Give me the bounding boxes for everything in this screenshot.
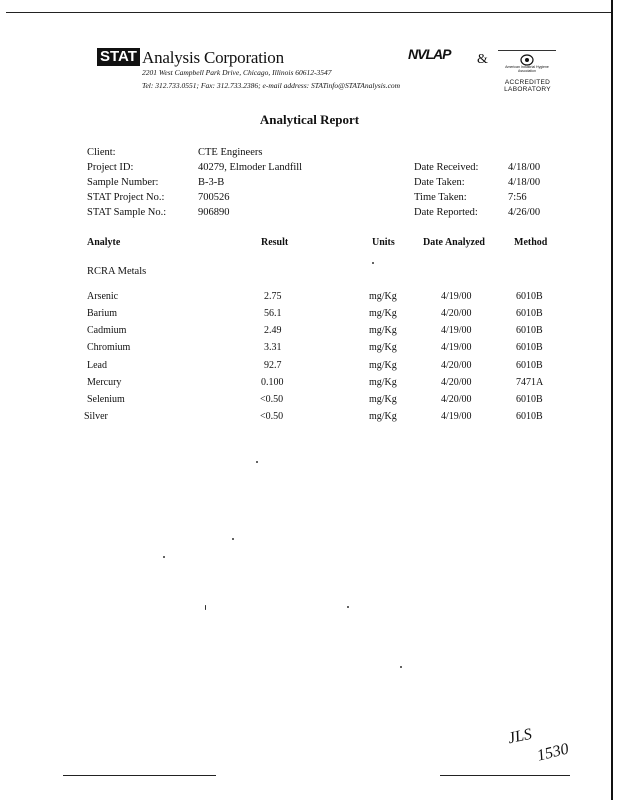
result-cell: 3.31 (264, 342, 282, 353)
date-received-label: Date Received: (414, 162, 479, 173)
scan-speck (232, 538, 234, 540)
analyte-cell: Chromium (87, 342, 131, 353)
units-cell: mg/Kg (369, 308, 397, 319)
time-taken-label: Time Taken: (414, 192, 467, 203)
sample-number-value: B-3-B (198, 177, 225, 188)
date-taken-label: Date Taken: (414, 177, 465, 188)
analyte-cell: Mercury (87, 377, 122, 388)
result-cell: 2.49 (264, 325, 282, 336)
date-cell: 4/20/00 (441, 377, 472, 388)
method-cell: 7471A (516, 377, 544, 388)
date-cell: 4/19/00 (441, 342, 472, 353)
scan-speck (256, 461, 258, 463)
method-cell: 6010B (516, 411, 543, 422)
col-header-units: Units (372, 237, 395, 248)
client-label: Client: (87, 147, 116, 158)
scan-speck (163, 556, 165, 558)
report-title: Analytical Report (259, 112, 360, 127)
date-cell: 4/19/00 (441, 411, 472, 422)
col-header-result: Result (261, 237, 289, 248)
handwritten-initials: JLS (506, 725, 534, 748)
aiha-text: American Industrial Hygiene Association (505, 65, 549, 73)
analyte-cell: Arsenic (87, 291, 119, 302)
method-cell: 6010B (516, 394, 543, 405)
units-cell: mg/Kg (369, 394, 397, 405)
signature-line-right (440, 775, 570, 776)
sample-number-label: Sample Number: (87, 177, 159, 188)
scan-speck (205, 605, 206, 610)
stat-project-label: STAT Project No.: (87, 192, 165, 203)
result-cell: 56.1 (264, 308, 282, 319)
nvlap-logo: NVLAP (408, 46, 451, 62)
units-cell: mg/Kg (369, 360, 397, 371)
date-cell: 4/20/00 (441, 308, 472, 319)
analyte-cell: Lead (87, 360, 107, 371)
col-header-method: Method (514, 237, 548, 248)
method-cell: 6010B (516, 325, 543, 336)
result-cell: 2.75 (264, 291, 282, 302)
date-reported-value: 4/26/00 (508, 207, 541, 218)
units-cell: mg/Kg (369, 377, 397, 388)
company-name: Analysis Corporation (142, 48, 284, 67)
scan-speck (347, 606, 349, 608)
time-taken-value: 7:56 (508, 192, 527, 203)
result-cell: <0.50 (260, 394, 284, 405)
section-heading-rcra-metals: RCRA Metals (87, 266, 147, 277)
col-header-date-analyzed: Date Analyzed (423, 237, 485, 248)
signature-line-left (63, 775, 216, 776)
date-cell: 4/20/00 (441, 394, 472, 405)
date-cell: 4/19/00 (441, 291, 472, 302)
date-taken-value: 4/18/00 (508, 177, 541, 188)
handwritten-number: 1530 (535, 740, 571, 765)
method-cell: 6010B (516, 360, 543, 371)
analyte-cell: Barium (87, 308, 117, 319)
stat-project-value: 700526 (198, 192, 230, 203)
units-cell: mg/Kg (369, 325, 397, 336)
units-cell: mg/Kg (369, 411, 397, 422)
accredited-line-1: ACCREDITED (504, 79, 551, 86)
method-cell: 6010B (516, 308, 543, 319)
accredited-laboratory (499, 79, 556, 93)
company-address: 2201 West Campbell Park Drive, Chicago, Illinois 60612-3547 (142, 68, 332, 77)
scan-speck (372, 262, 374, 264)
method-cell: 6010B (516, 342, 543, 353)
analyte-cell: Silver (84, 411, 108, 422)
result-cell: 92.7 (264, 360, 282, 371)
units-cell: mg/Kg (369, 342, 397, 353)
analyte-cell: Selenium (87, 394, 125, 405)
top-rule (6, 12, 611, 13)
accredited-line-2: LABORATORY (504, 86, 551, 93)
scan-speck (400, 666, 402, 668)
date-cell: 4/19/00 (441, 325, 472, 336)
result-cell: 0.100 (261, 377, 284, 388)
stat-sample-value: 906890 (198, 207, 230, 218)
project-id-value: 40279, Elmoder Landfill (198, 162, 303, 173)
date-cell: 4/20/00 (441, 360, 472, 371)
result-cell: <0.50 (260, 411, 284, 422)
units-cell: mg/Kg (369, 291, 397, 302)
col-header-analyte: Analyte (87, 237, 121, 248)
client-value: CTE Engineers (198, 147, 263, 158)
stat-logo: STAT (97, 48, 140, 66)
date-reported-label: Date Reported: (414, 207, 478, 218)
method-cell: 6010B (516, 291, 543, 302)
ampersand: & (477, 52, 488, 67)
stat-sample-label: STAT Sample No.: (87, 207, 167, 218)
company-contact: Tel: 312.733.0551; Fax: 312.733.2386; e-mail address: STATinfo@STATAnalysis.com (142, 81, 401, 90)
project-id-label: Project ID: (87, 162, 134, 173)
date-received-value: 4/18/00 (508, 162, 541, 173)
analyte-cell: Cadmium (87, 325, 127, 336)
